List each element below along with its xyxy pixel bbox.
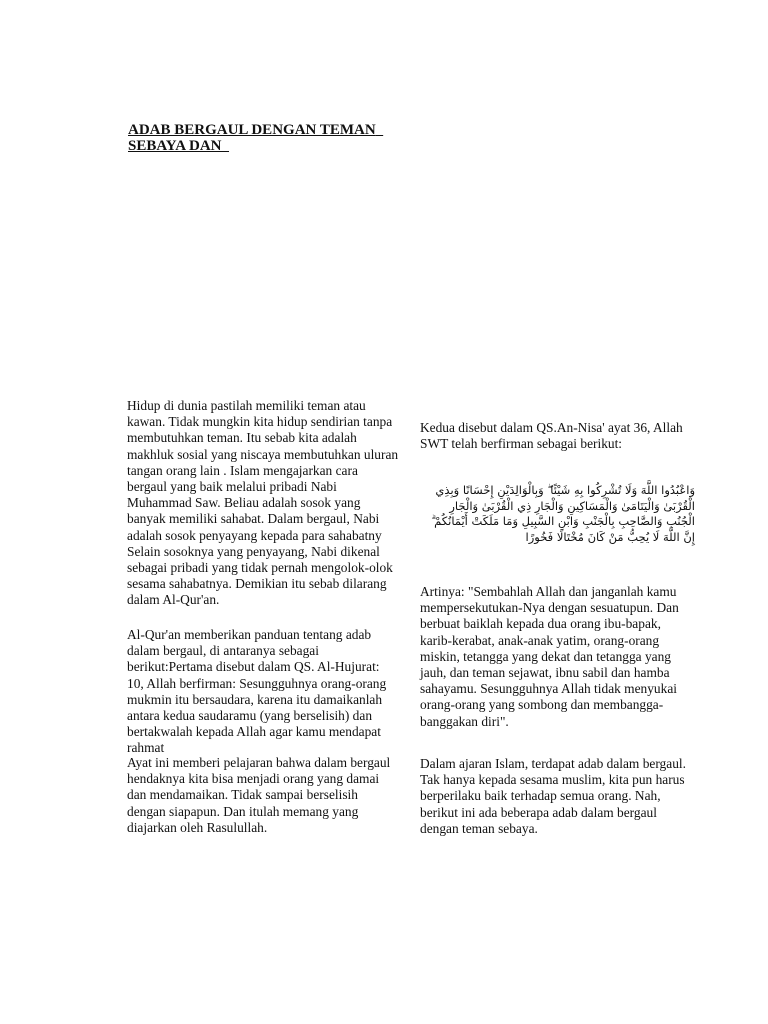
document-title: ADAB BERGAUL DENGAN TEMAN SEBAYA DAN xyxy=(128,122,384,154)
paragraph-lesson: Ayat ini memberi pelajaran bahwa dalam bergaul hendaknya kita bisa menjadi orang yang damai dan mendamaikan. Tidak sampai berselisih dengan siapapun. Dan itulah memang yang diajarkan oleh Rasulullah. xyxy=(127,755,391,835)
paragraph-al-hujurat: Al-Qur'an memberikan panduan tentang adab dalam bergaul, di antaranya sebagai berikut:Pertama disebut dalam QS. Al-Hujurat: 10, Allah berfirman: Sesungguhnya orang-orang mukmin itu bersaudara, karena itu damaikanlah antara kedua saudaramu (yang berselisih) dan bertakwalah kepada Allah agar kamu mendapat rahmat xyxy=(127,627,387,756)
paragraph-conclusion: Dalam ajaran Islam, terdapat adab dalam bergaul. Tak hanya kepada sesama muslim, kita pun harus berperilaku baik terhadap semua orang. Nah, berikut ini ada beberapa adab dalam bergaul dengan teman sebaya. xyxy=(420,756,686,836)
paragraph-an-nisa-intro: Kedua disebut dalam QS.An-Nisa' ayat 36, Allah SWT telah berfirman sebagai berikut: xyxy=(420,420,683,452)
paragraph-translation: Artinya: "Sembahlah Allah dan janganlah kamu mempersekutukan-Nya dengan sesuatupun. Dan berbuat baiklah kepada dua orang ibu-bapak, karib-kerabat, anak-anak yatim, orang-orang miskin, tetangga yang dekat dan tetangga yang jauh, dan teman sejawat, ibnu sabil dan hamba sahayamu. Sesungguhnya Allah tidak menyukai orang-orang yang sombong dan membangga-banggakan diri". xyxy=(420,584,679,729)
paragraph-intro: Hidup di dunia pastilah memiliki teman atau kawan. Tidak mungkin kita hidup sendirian tanpa membutuhkan teman. Itu sebab kita adalah makhluk sosial yang niscaya membutuhkan uluran tangan orang lain . Islam mengajarkan cara bergaul yang baik melalui pribadi Nabi Muhammad Saw. Beliau adalah sosok yang banyak memiliki sahabat. Dalam bergaul, Nabi adalah sosok penyayang kepada para sahabatny Selain sosoknya yang penyayang, Nabi dikenal sebagai pribadi yang tidak pernah mengolok-olok sesama sahabatnya. Demikian itu sebab dilarang dalam Al-Qur'an. xyxy=(127,398,399,608)
arabic-verse: وَاعْبُدُوا اللَّهَ وَلَا تُشْرِكُوا بِهِ شَيْئًا ۖ وَبِالْوَالِدَيْنِ إِحْسَانًا وَبِذِي الْقُرْبَىٰ وَالْيَتَامَىٰ وَالْمَسَاكِينِ وَالْجَارِ ذِي الْقُرْبَىٰ وَالْجَارِ الْجُنُبِ وَالصَّاحِبِ بِالْجَنْبِ وَابْنِ السَّبِيلِ وَمَا مَلَكَتْ أَيْمَانُكُمْ ۗ إِنَّ اللَّهَ لَا يُحِبُّ مَنْ كَانَ مُخْتَالًا فَخُورًا xyxy=(431,483,695,544)
